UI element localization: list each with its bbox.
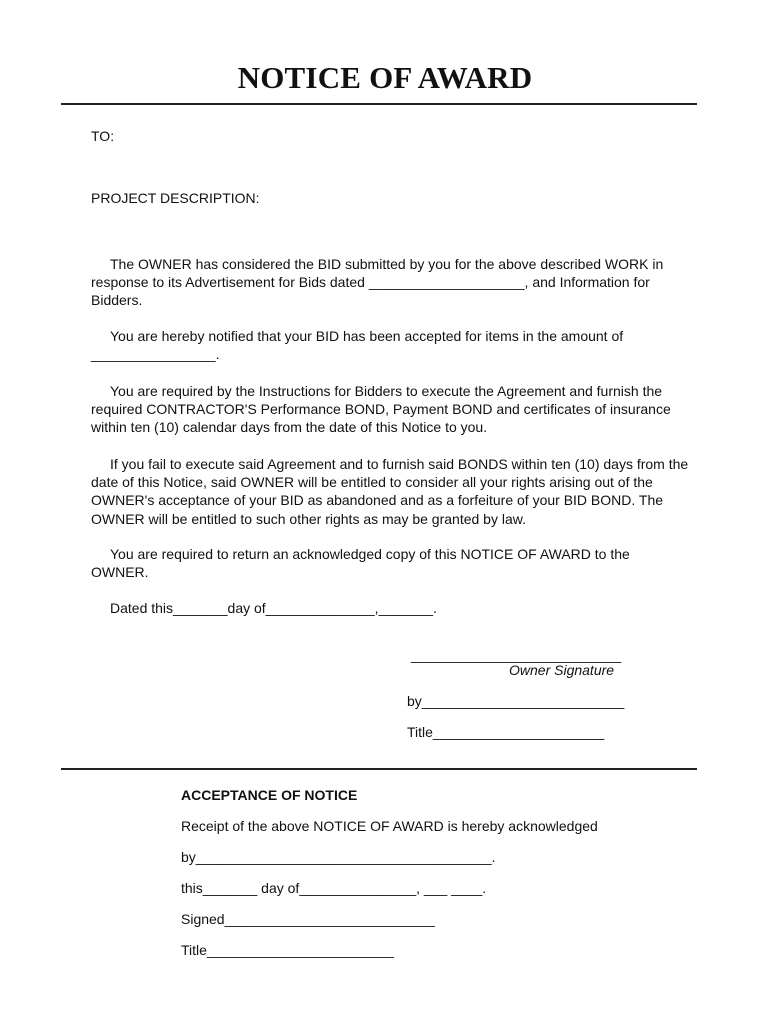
paragraph-execute-agreement: You are required by the Instructions for Bidders to execute the Agreement and furnish the required CONTRACTOR'S Performance BOND, Payment BOND and certificates of insurance within ten (10) calendar days from the date of this Notice to you. — [91, 383, 671, 436]
paragraph-bid-accepted: You are hereby notified that your BID has been accepted for items in the amount of ________________. — [91, 328, 624, 363]
owner-signature-line: ___________________________ — [411, 647, 622, 663]
acceptance-divider — [61, 768, 697, 770]
owner-by-line: by__________________________ — [407, 693, 625, 709]
acceptance-title-line: Title________________________ — [181, 942, 394, 958]
project-description-label: PROJECT DESCRIPTION: — [91, 190, 260, 206]
owner-title-line: Title______________________ — [407, 724, 605, 740]
acceptance-receipt-text: Receipt of the above NOTICE OF AWARD is hereby acknowledged — [181, 818, 598, 834]
title-divider — [61, 103, 697, 105]
document-title: NOTICE OF AWARD — [237, 60, 533, 95]
acceptance-signed-line: Signed___________________________ — [181, 911, 435, 927]
acceptance-heading: ACCEPTANCE OF NOTICE — [181, 787, 358, 803]
acceptance-this-day-line: this_______ day of_______________, ___ ____. — [181, 880, 487, 896]
owner-signature-caption: Owner Signature — [509, 662, 615, 678]
acceptance-by-line: by______________________________________. — [181, 849, 496, 865]
to-label: TO: — [91, 128, 115, 144]
paragraph-failure-to-execute: If you fail to execute said Agreement and to furnish said BONDS within ten (10) days from the date of this Notice, said OWNER will be entitled to consider all your rights arising out of the OWNER's acceptance of your BID as abandoned and as a forfeiture of your BID BOND. The OWNER will be entitled to such other rights as may be granted by law. — [91, 456, 689, 527]
paragraph-bid-considered: The OWNER has considered the BID submitted by you for the above described WORK in response to its Advertisement for Bids dated ____________________, and Information for Bidders. — [91, 256, 664, 309]
dated-line: Dated this_______day of______________,_______. — [110, 600, 437, 616]
paragraph-return-copy: You are required to return an acknowledged copy of this NOTICE OF AWARD to the OWNER. — [91, 546, 630, 581]
